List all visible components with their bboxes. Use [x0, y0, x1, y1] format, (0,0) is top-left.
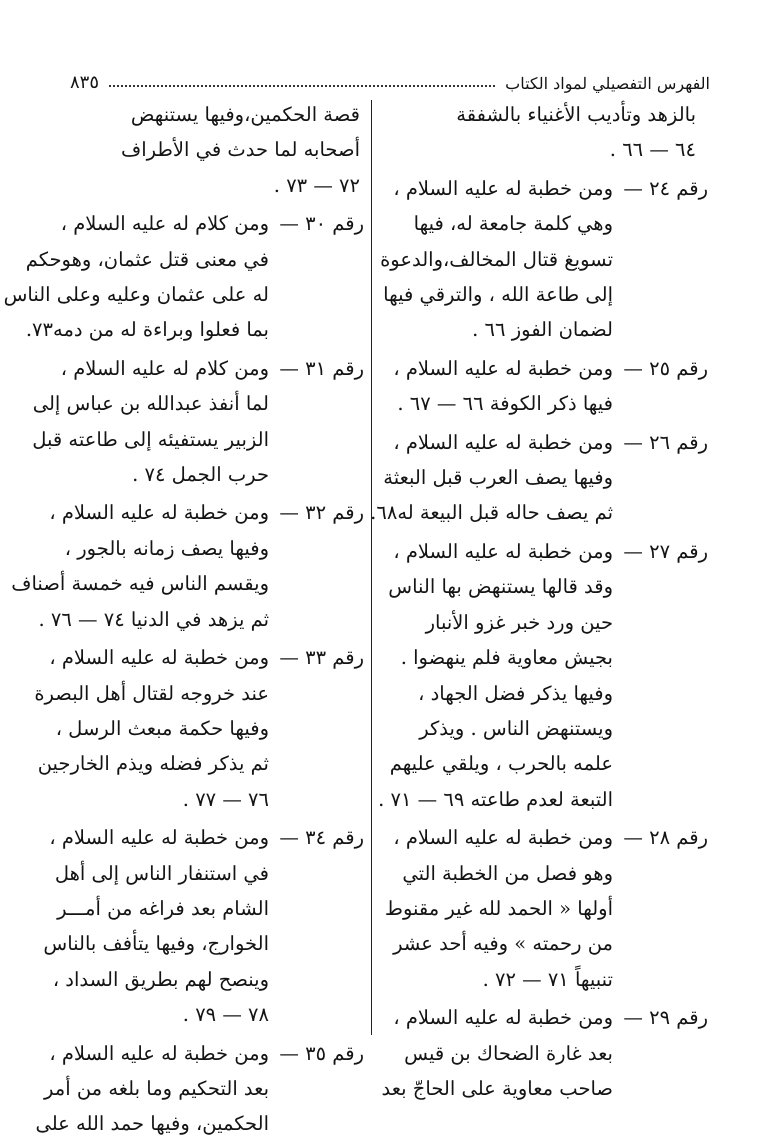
- entry-line: ومن خطبة له عليه السلام ،: [49, 1041, 269, 1065]
- entry-line: وفيها يذكر فضل الجهاد ،: [418, 681, 613, 705]
- entry-line: الخوارج، وفيها يتأفف بالناس: [43, 932, 269, 956]
- entry-line: ٧٢ — ٧٣ .: [273, 173, 360, 197]
- entry-number: رقم ٢٨ —: [623, 826, 708, 850]
- page-header: [70, 63, 710, 93]
- entry-line: الحكمين، وفيها حمد الله على: [35, 1112, 269, 1136]
- entry-line: إلى طاعة الله ، والترقي فيها: [383, 283, 613, 307]
- entry-line: الشام بعد فراغه من أمـــر: [57, 896, 269, 920]
- entry-line: ومن خطبة له عليه السلام ،: [393, 539, 613, 563]
- index-entry: [386, 820, 708, 997]
- page-number: ٨٣٥: [70, 72, 100, 93]
- entry-number: رقم ٣٣ —: [279, 646, 364, 670]
- entry-line: ومن خطبة له عليه السلام ،: [49, 826, 269, 850]
- entry-line: ٧٦ — ٧٧ .: [182, 787, 269, 811]
- index-entry: [11, 495, 364, 637]
- entry-number: رقم ٢٦ —: [623, 430, 708, 454]
- entry-line: حرب الجمل ٧٤ .: [132, 463, 269, 487]
- index-entry: [378, 534, 708, 817]
- index-entry: [370, 425, 708, 531]
- entry-line: له على عثمان وعليه وعلى الناس: [3, 283, 269, 307]
- entry-number: رقم ٢٩ —: [623, 1006, 708, 1030]
- entry-number: رقم ٣٥ —: [279, 1041, 364, 1065]
- entry-number: رقم ٣١ —: [279, 356, 364, 380]
- entry-line: وفيها يصف العرب قبل البعثة: [383, 466, 613, 490]
- continued-entry: [386, 97, 708, 168]
- entry-line: ثم يزهد في الدنيا ٧٤ — ٧٦ .: [38, 607, 269, 631]
- entry-line: وقد قالها يستنهض بها الناس: [388, 575, 613, 599]
- index-entry: [3, 206, 364, 348]
- entry-line: تنبيهاً ٧١ — ٧٢ .: [482, 967, 613, 991]
- index-entry: [386, 351, 708, 422]
- entry-line: بعد التحكيم وما بلغه من أمر: [44, 1076, 269, 1100]
- entry-line: ومن كلام له عليه السلام ،: [60, 212, 269, 236]
- entry-line: حين ورد خبر غزو الأنبار: [425, 610, 613, 634]
- entry-line: ومن خطبة له عليه السلام ،: [393, 176, 613, 200]
- entry-number: رقم ٢٧ —: [623, 539, 708, 563]
- entry-line: في استنفار الناس إلى أهل: [54, 861, 269, 885]
- index-entry: [32, 351, 364, 493]
- entry-line: التبعة لعدم طاعته ٦٩ — ٧١ .: [378, 787, 613, 811]
- running-title: الفهرس التفصيلي لمواد الكتاب: [505, 74, 710, 93]
- entry-line: ويقسم الناس فيه خمسة أصناف: [11, 572, 269, 596]
- index-entry: [34, 640, 364, 817]
- entry-line: ومن كلام له عليه السلام ،: [60, 356, 269, 380]
- entry-line: وهو فصل من الخطبة التي: [402, 861, 613, 885]
- entry-number: رقم ٢٤ —: [623, 176, 708, 200]
- entry-line: ومن خطبة له عليه السلام ،: [49, 646, 269, 670]
- entry-line: ثم يذكر فضله ويذم الخارجين: [37, 752, 269, 776]
- right-column: [370, 97, 708, 1106]
- entry-line: ومن خطبة له عليه السلام ،: [393, 430, 613, 454]
- index-entry: [35, 1036, 364, 1142]
- index-entry: [381, 1000, 708, 1106]
- entry-line: أولها « الحمد لله غير مقنوط: [384, 896, 613, 920]
- entry-line: ومن خطبة له عليه السلام ،: [393, 356, 613, 380]
- entry-number: رقم ٣٢ —: [279, 501, 364, 525]
- index-entry: [43, 820, 364, 1032]
- entry-line: وفيها حكمة مبعث الرسل ،: [55, 716, 269, 740]
- entry-line: ٧٨ — ٧٩ .: [182, 1003, 269, 1027]
- continued-entry: [55, 97, 364, 203]
- entry-line: في معنى قتل عثمان، وهوحكم: [25, 247, 269, 271]
- entry-line: بما فعلوا وبراءة له من دمه٧٣.: [25, 318, 269, 342]
- entry-line: ويستنهض الناس . ويذكر: [419, 716, 613, 740]
- entry-line: صاحب معاوية على الحاجّ بعد: [381, 1076, 613, 1100]
- entry-line: لما أنفذ عبدالله بن عباس إلى: [32, 392, 269, 416]
- entry-line: ٦٤ — ٦٦ .: [609, 138, 696, 162]
- leader-dots: [109, 84, 495, 87]
- entry-line: عند خروجه لقتال أهل البصرة: [34, 681, 269, 705]
- entry-line: ومن خطبة له عليه السلام ،: [393, 826, 613, 850]
- entry-line: لضمان الفوز ٦٦ .: [472, 318, 613, 342]
- left-column: [3, 97, 364, 1142]
- entry-line: أصحابه لما حدث في الأطراف: [120, 138, 360, 162]
- entry-line: ومن خطبة له عليه السلام ،: [393, 1006, 613, 1030]
- entry-line: علمه بالحرب ، ويلقي عليهم: [389, 752, 613, 776]
- entry-line: بالزهد وتأديب الأغنياء بالشفقة: [456, 103, 696, 126]
- entry-line: ومن خطبة له عليه السلام ،: [49, 501, 269, 525]
- entry-line: من رحمته » وفيه أحد عشر: [393, 932, 613, 956]
- entry-line: وفيها يصف زمانه بالجور ،: [64, 536, 269, 560]
- entry-line: الزبير يستفيئه إلى طاعته قبل: [32, 427, 269, 451]
- entry-number: رقم ٣٠ —: [279, 212, 364, 236]
- entry-line: بجيش معاوية فلم ينهضوا .: [400, 646, 613, 670]
- column-divider: [371, 100, 372, 1035]
- entry-line: ثم يصف حاله قبل البيعة له٦٨.: [370, 501, 613, 525]
- index-entry: [380, 171, 708, 348]
- entry-line: فيها ذكر الكوفة ٦٦ — ٦٧ .: [397, 392, 613, 416]
- entry-line: وينصح لهم بطريق السداد ،: [52, 967, 269, 991]
- entry-line: قصة الحكمين،وفيها يستنهض: [130, 103, 360, 126]
- entry-number: رقم ٣٤ —: [279, 826, 364, 850]
- entry-number: رقم ٢٥ —: [623, 356, 708, 380]
- entry-line: تسويغ قتال المخالف،والدعوة: [380, 247, 613, 271]
- entry-line: بعد غارة الضحاك بن قيس: [404, 1041, 613, 1065]
- entry-line: وهي كلمة جامعة له، فيها: [413, 212, 613, 236]
